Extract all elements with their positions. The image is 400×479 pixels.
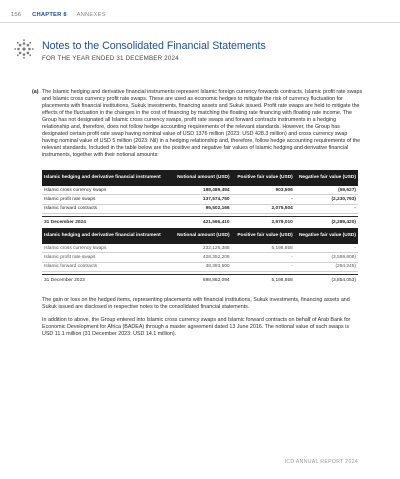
row-label: Islamic profit rate swaps (42, 195, 168, 204)
column-header: Negative fair value (USD) (295, 228, 358, 244)
notional-amount: 38,383,500 (168, 262, 231, 271)
hedged-items-paragraph: The gain or loss on the hedged items, representing placements with financial institutions, Sukuk investments, financing assets and Sukuk issued are disclosed in respective notes to the consolidated financial statements. (42, 297, 350, 311)
negative-fair-value: (2,230,793) (295, 195, 358, 204)
table-row (42, 186, 358, 195)
table-header-row (42, 170, 358, 186)
total-row (42, 217, 358, 229)
derivatives-table-2024 (42, 170, 358, 228)
total-positive-fair-value: 2,979,010 (271, 220, 293, 226)
positive-fair-value: - (232, 262, 295, 271)
table-row (42, 204, 358, 213)
positive-fair-value: - (232, 253, 295, 262)
page-subtitle: FOR THE YEAR ENDED 31 DECEMBER 2024 (42, 55, 179, 62)
header-divider (0, 22, 400, 23)
positive-fair-value: 5,198,858 (232, 244, 295, 253)
positive-fair-value: - (232, 195, 295, 204)
table-header-row (42, 228, 358, 244)
column-header: Islamic hedging and derivative financial instrument (42, 228, 168, 244)
table-row (42, 244, 358, 253)
page-number: 156 (11, 12, 22, 18)
page-title: Notes to the Consolidated Financial Statements (42, 40, 266, 52)
total-positive-fair-value: 5,198,858 (271, 278, 293, 284)
table-row (42, 253, 358, 262)
chapter-label: CHAPTER 8 (32, 12, 67, 18)
notional-amount: 137,574,750 (168, 195, 231, 204)
notional-amount: 188,489,494 (168, 186, 231, 195)
derivatives-table-2023 (42, 228, 358, 286)
row-label: Islamic forward contracts (42, 204, 168, 213)
total-notional-amount: 698,862,094 (202, 278, 230, 284)
column-header: Notional amount (USD) (168, 170, 231, 186)
notional-amount: 232,126,388 (168, 244, 231, 253)
table-row (42, 195, 358, 204)
total-negative-fair-value: (3,854,053) (331, 278, 356, 284)
negative-fair-value: (294,245) (295, 262, 358, 271)
column-header: Positive fair value (USD) (232, 228, 295, 244)
negative-fair-value: - (295, 204, 358, 213)
icd-logo-icon (14, 39, 34, 59)
negative-fair-value: - (295, 244, 358, 253)
page-footer: ICD ANNUAL REPORT 2024 (284, 459, 358, 465)
notional-amount: 95,502,166 (168, 204, 231, 213)
total-label: 31 December 2024 (44, 220, 86, 226)
section-label: ANNEXES (76, 12, 106, 18)
total-row (42, 275, 358, 287)
row-label: Islamic cross currency swaps (42, 244, 168, 253)
row-label: Islamic profit rate swaps (42, 253, 168, 262)
row-label: Islamic forward contracts (42, 262, 168, 271)
total-notional-amount: 421,566,410 (202, 220, 230, 226)
column-header: Notional amount (USD) (168, 228, 231, 244)
negative-fair-value: (59,627) (295, 186, 358, 195)
notional-amount: 428,352,206 (168, 253, 231, 262)
total-negative-fair-value: (2,289,420) (331, 220, 356, 226)
positive-fair-value: 2,075,504 (232, 204, 295, 213)
badea-paragraph: In addition to above, the Group entered into Islamic cross currency swaps and Islamic forward contracts on behalf of Arab Bank for Economic Development for Africa (BADEA) through a master agreement dated 13 June 2016. The notional value of such swaps is USD 11.1 million (31 December 2023: USD 14.1 million). (42, 317, 351, 338)
intro-paragraph (32, 89, 364, 159)
list-marker: (a) (32, 89, 39, 95)
column-header: Negative fair value (USD) (295, 170, 358, 186)
column-header: Positive fair value (USD) (232, 170, 295, 186)
column-header: Islamic hedging and derivative financial instrument (42, 170, 168, 186)
negative-fair-value: (3,559,808) (295, 253, 358, 262)
row-label: Islamic cross currency swaps (42, 186, 168, 195)
table-row (42, 262, 358, 271)
intro-text: The Islamic hedging and derivative financial instruments represent Islamic foreign currency forwards contracts, Islamic profit rate swaps and Islamic cross currency profit rate swaps. These are used as economic hedges to mitigate the risk of currency fluctuation for placements with financial institutions, Sukuk investments, financing assets and Sukuk issued. Profit rate swaps are held to mitigate the effects of the fluctuation in the changes in the cost of financing by matching the floating rate financing with floating rate income. The Group has not designated all Islamic cross currency swaps, profit rate swaps and forward contracts instruments in a hedging relationship and, therefore, does not follow hedge accounting requirements of the relevant standards. However, the Group has designated certain profit rate swap having nominal value of USD 1376 million (2023: USD 428.3 million) and cross currency swap having nominal value of USD 5 million (2023: Nil) in a hedging relationship and, therefore, follow hedge accounting requirements of the relevant standards. Included in the table below are the positive and negative fair values of Islamic hedging and derivative financial instruments, together with their notional amounts: (42, 89, 363, 159)
total-label: 31 December 2023 (44, 278, 85, 284)
page-header (11, 12, 106, 18)
positive-fair-value: 903,506 (232, 186, 295, 195)
